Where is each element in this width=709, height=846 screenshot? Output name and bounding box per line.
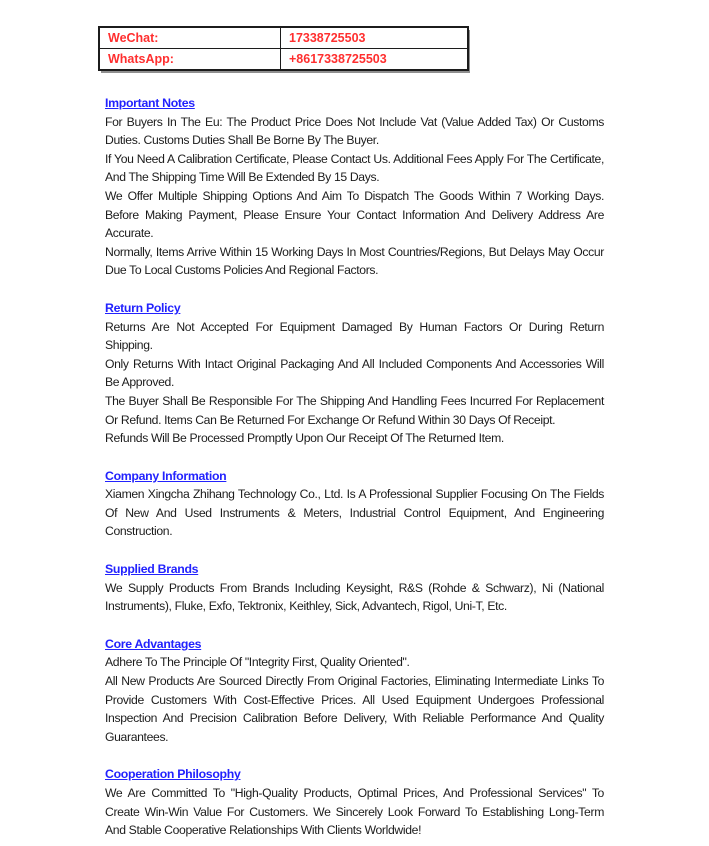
paragraph: Normally, Items Arrive Within 15 Working Days In Most Countries/Regions, But Delays May Occur Due To Local Customs Policies And Regional Factors.	[105, 244, 604, 278]
paragraph: Xiamen Xingcha Zhihang Technology Co., Ltd. Is A Professional Supplier Focusing On The Fields Of New And Used Instruments & Meters, Industrial Control Equipment, And Engineering Construction.	[105, 487, 604, 539]
section	[105, 299, 604, 448]
paragraph: Returns Are Not Accepted For Equipment Damaged By Human Factors Or During Return Shipping.	[105, 319, 604, 353]
section-paragraphs	[105, 784, 604, 840]
section-heading: Cooperation Philosophy	[105, 767, 241, 782]
section-paragraphs	[105, 653, 604, 746]
contact-table	[98, 26, 469, 71]
section-paragraphs	[105, 318, 604, 448]
contact-row-wechat	[99, 27, 468, 49]
section-paragraphs	[105, 579, 604, 616]
paragraph: Refunds Will Be Processed Promptly Upon Our Receipt Of The Returned Item.	[105, 431, 504, 446]
section	[105, 560, 604, 616]
section-heading: Company Information	[105, 468, 227, 483]
wechat-number: 17338725503	[281, 27, 469, 49]
wechat-label: WeChat:	[99, 27, 281, 49]
section-paragraphs	[105, 113, 604, 280]
section	[105, 635, 604, 747]
paragraph: We Supply Products From Brands Including Keysight, R&S (Rohde & Schwarz), Ni (National Instruments), Fluke, Exfo, Tektronix, Keithley, Sick, Advantech, Rigol, Uni-T, Etc.	[105, 580, 604, 614]
paragraph: Adhere To The Principle Of "Integrity First, Quality Oriented".	[105, 655, 410, 670]
paragraph: Only Returns With Intact Original Packaging And All Included Components And Accessories Will Be Approved.	[105, 356, 604, 390]
section-heading: Core Advantages	[105, 636, 202, 651]
section	[105, 94, 604, 280]
paragraph: We Offer Multiple Shipping Options And Aim To Dispatch The Goods Within 7 Working Days. Before Making Payment, Please Ensure Your Contact Information And Delivery Address Are Accurate.	[105, 188, 604, 241]
contact-row-whatsapp	[99, 49, 468, 71]
whatsapp-number: +8617338725503	[281, 49, 469, 71]
paragraph: For Buyers In The Eu: The Product Price Does Not Include Vat (Value Added Tax) Or Customs Duties. Customs Duties Shall Be Borne By The Buyer.	[105, 114, 604, 148]
document-content	[105, 94, 604, 840]
section-heading: Supplied Brands	[105, 562, 199, 577]
section-paragraphs	[105, 485, 604, 541]
section-heading: Important Notes	[105, 96, 195, 110]
paragraph: All New Products Are Sourced Directly From Original Factories, Eliminating Intermediate Links To Provide Customers With Cost-Effective Prices. All Used Equipment Undergoes Professional Inspection And Precision Calibration Before Delivery, With Reliable Performance And Quality Guarantees.	[105, 674, 604, 744]
paragraph: The Buyer Shall Be Responsible For The Shipping And Handling Fees Incurred For Replacement Or Refund. Items Can Be Returned For Exchange Or Refund Within 30 Days Of Receipt.	[105, 393, 604, 427]
section-heading: Return Policy	[105, 300, 181, 315]
whatsapp-label: WhatsApp:	[99, 49, 281, 71]
section	[105, 765, 604, 839]
paragraph: We Are Committed To "High-Quality Products, Optimal Prices, And Professional Services" To Create Win-Win Value For Customers. We Sincerely Look Forward To Establishing Long-Term And Stable Cooperative Relationships With Clients Worldwide!	[105, 786, 604, 838]
section	[105, 467, 604, 541]
paragraph: If You Need A Calibration Certificate, Please Contact Us. Additional Fees Apply For The Certificate, And The Shipping Time Will Be Extended By 15 Days.	[105, 151, 604, 185]
